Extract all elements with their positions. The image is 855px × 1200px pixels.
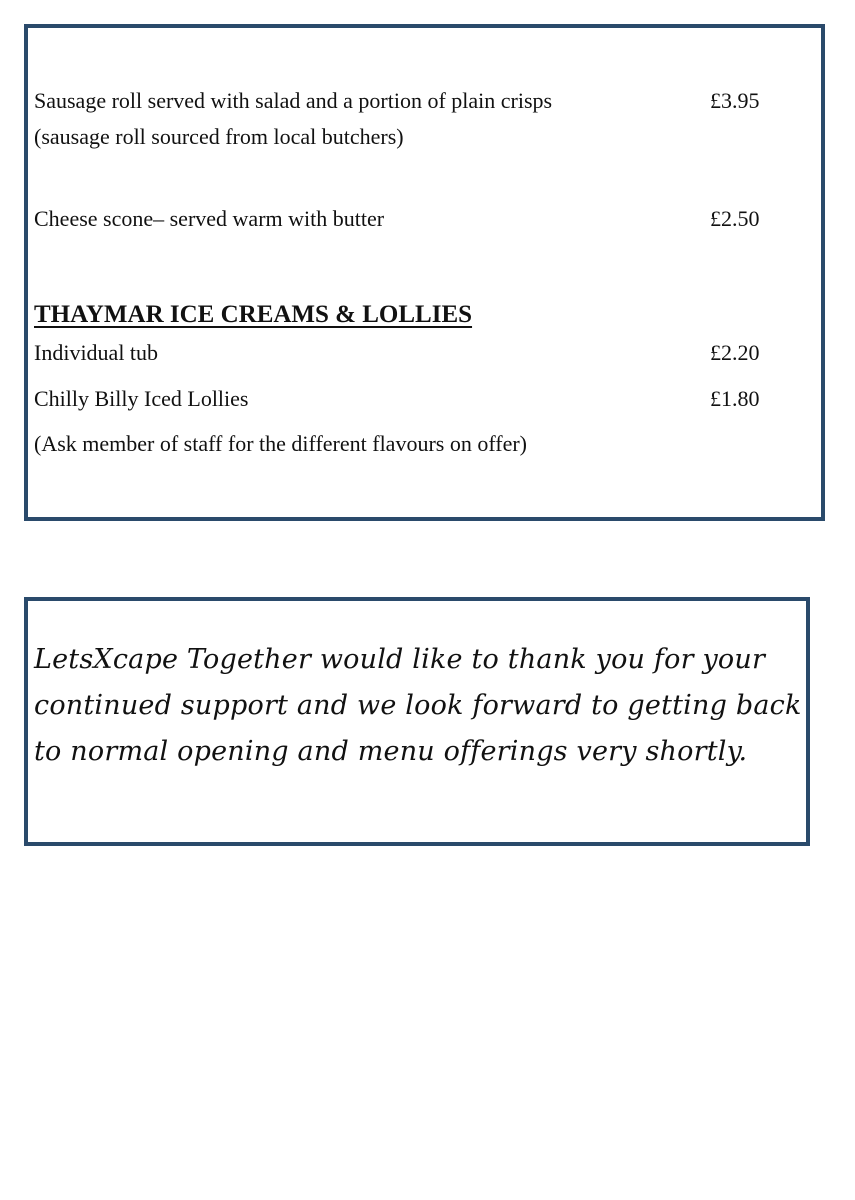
menu-box bbox=[24, 24, 825, 521]
menu-item-sausage-roll-note: (sausage roll sourced from local butchers) bbox=[34, 124, 404, 149]
thank-you-message: LetsXcape Together would like to thank you for your continued support and we look forward to getting back to normal opening and menu offerings very shortly. bbox=[34, 644, 802, 767]
menu-item-sausage-roll-name: Sausage roll served with salad and a portion of plain crisps bbox=[34, 88, 553, 113]
ice-cream-flavours-note: (Ask member of staff for the different flavours on offer) bbox=[34, 431, 528, 456]
menu-item-individual-tub-price: £2.20 bbox=[710, 340, 760, 365]
menu-item-cheese-scone-price: £2.50 bbox=[710, 206, 760, 231]
menu-item-iced-lollies-name: Chilly Billy Iced Lollies bbox=[34, 386, 249, 411]
thank-you-box bbox=[24, 597, 810, 846]
menu-item-sausage-roll-price: £3.95 bbox=[710, 88, 760, 113]
menu-item-individual-tub-name: Individual tub bbox=[34, 340, 159, 365]
menu-item-iced-lollies-price: £1.80 bbox=[710, 386, 760, 411]
ice-cream-section-heading: THAYMAR ICE CREAMS & LOLLIES bbox=[34, 301, 473, 328]
menu-item-cheese-scone-name: Cheese scone– served warm with butter bbox=[34, 206, 385, 231]
